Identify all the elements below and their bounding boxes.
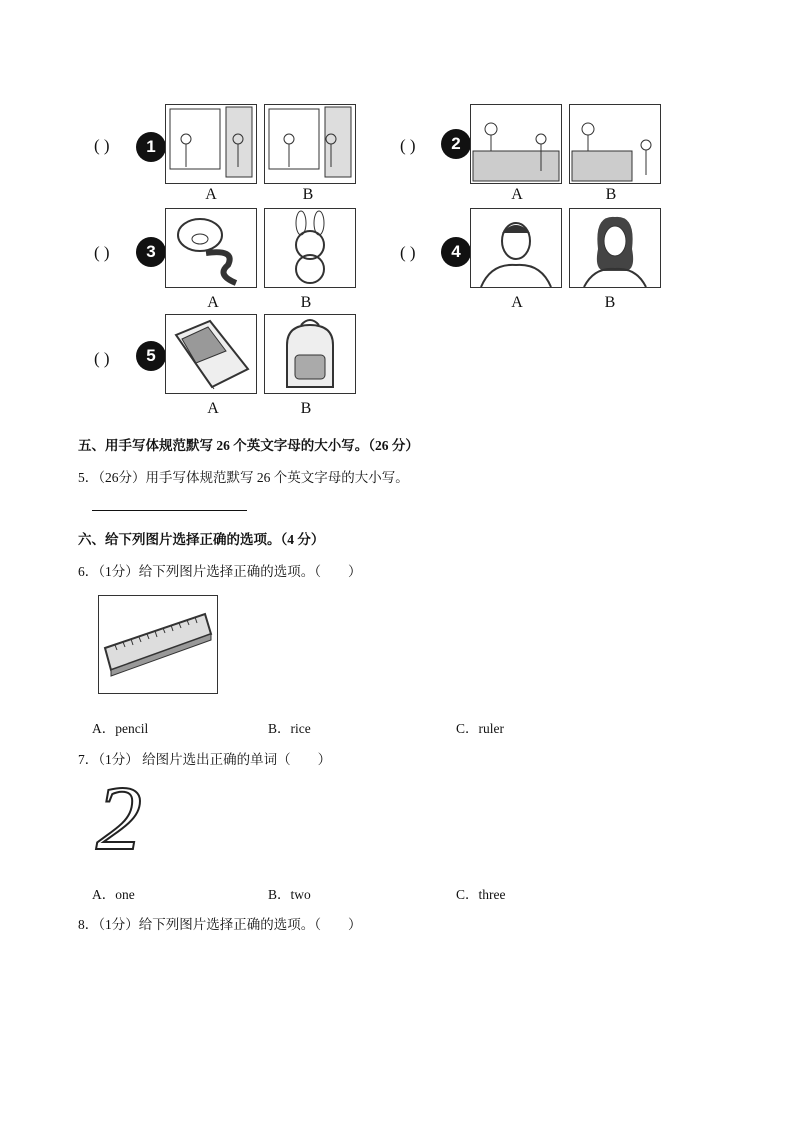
picture-4a bbox=[470, 208, 562, 288]
label-5a: A bbox=[207, 400, 219, 417]
picture-1b bbox=[264, 104, 356, 184]
label-2b: B bbox=[605, 186, 617, 203]
answer-paren-1[interactable]: ( ) bbox=[94, 136, 110, 155]
answer-line-5[interactable] bbox=[92, 510, 247, 511]
question-number-badge-4: 4 bbox=[441, 237, 471, 267]
section-6-heading: 六、给下列图片选择正确的选项。（4 分） bbox=[78, 532, 325, 547]
picture-3a bbox=[165, 208, 257, 288]
question-number-badge-3: 3 bbox=[136, 237, 166, 267]
digit-two-picture: 2 bbox=[96, 767, 142, 869]
label-5b: B bbox=[300, 400, 312, 417]
q7-option-a[interactable]: A．one bbox=[92, 887, 135, 902]
picture-4b bbox=[569, 208, 661, 288]
question-number-badge-1: 1 bbox=[136, 132, 166, 162]
picture-2b bbox=[569, 104, 661, 184]
picture-1a bbox=[165, 104, 257, 184]
q6-option-a[interactable]: A．pencil bbox=[92, 721, 149, 736]
question-8-text: 8．（1分）给下列图片选择正确的选项。（ ） bbox=[78, 917, 362, 932]
answer-paren-3[interactable]: ( ) bbox=[94, 243, 110, 262]
label-2a: A bbox=[511, 186, 523, 203]
picture-3b bbox=[264, 208, 356, 288]
section-5-heading: 五、用手写体规范默写 26 个英文字母的大小写。（26 分） bbox=[78, 438, 419, 453]
q7-option-b[interactable]: B．two bbox=[268, 887, 311, 902]
q6-option-b[interactable]: B．rice bbox=[268, 721, 311, 736]
question-number-badge-5: 5 bbox=[136, 341, 166, 371]
question-number-badge-2: 2 bbox=[441, 129, 471, 159]
question-7-text: 7．（1分） 给图片选出正确的单词（ ） bbox=[78, 752, 332, 767]
question-5-text: 5．（26分）用手写体规范默写 26 个英文字母的大小写。 bbox=[78, 470, 409, 485]
label-1a: A bbox=[205, 186, 217, 203]
picture-5b bbox=[264, 314, 356, 394]
label-3a: A bbox=[207, 294, 219, 311]
q7-option-c[interactable]: C．three bbox=[456, 887, 506, 902]
label-3b: B bbox=[300, 294, 312, 311]
answer-paren-4[interactable]: ( ) bbox=[400, 243, 416, 262]
question-6-text: 6．（1分）给下列图片选择正确的选项。（ ） bbox=[78, 564, 362, 579]
label-4a: A bbox=[511, 294, 523, 311]
q6-option-c[interactable]: C．ruler bbox=[456, 721, 504, 736]
answer-paren-2[interactable]: ( ) bbox=[400, 136, 416, 155]
answer-paren-5[interactable]: ( ) bbox=[94, 349, 110, 368]
ruler-picture bbox=[98, 595, 218, 694]
label-1b: B bbox=[302, 186, 314, 203]
picture-2a bbox=[470, 104, 562, 184]
label-4b: B bbox=[604, 294, 616, 311]
picture-5a bbox=[165, 314, 257, 394]
